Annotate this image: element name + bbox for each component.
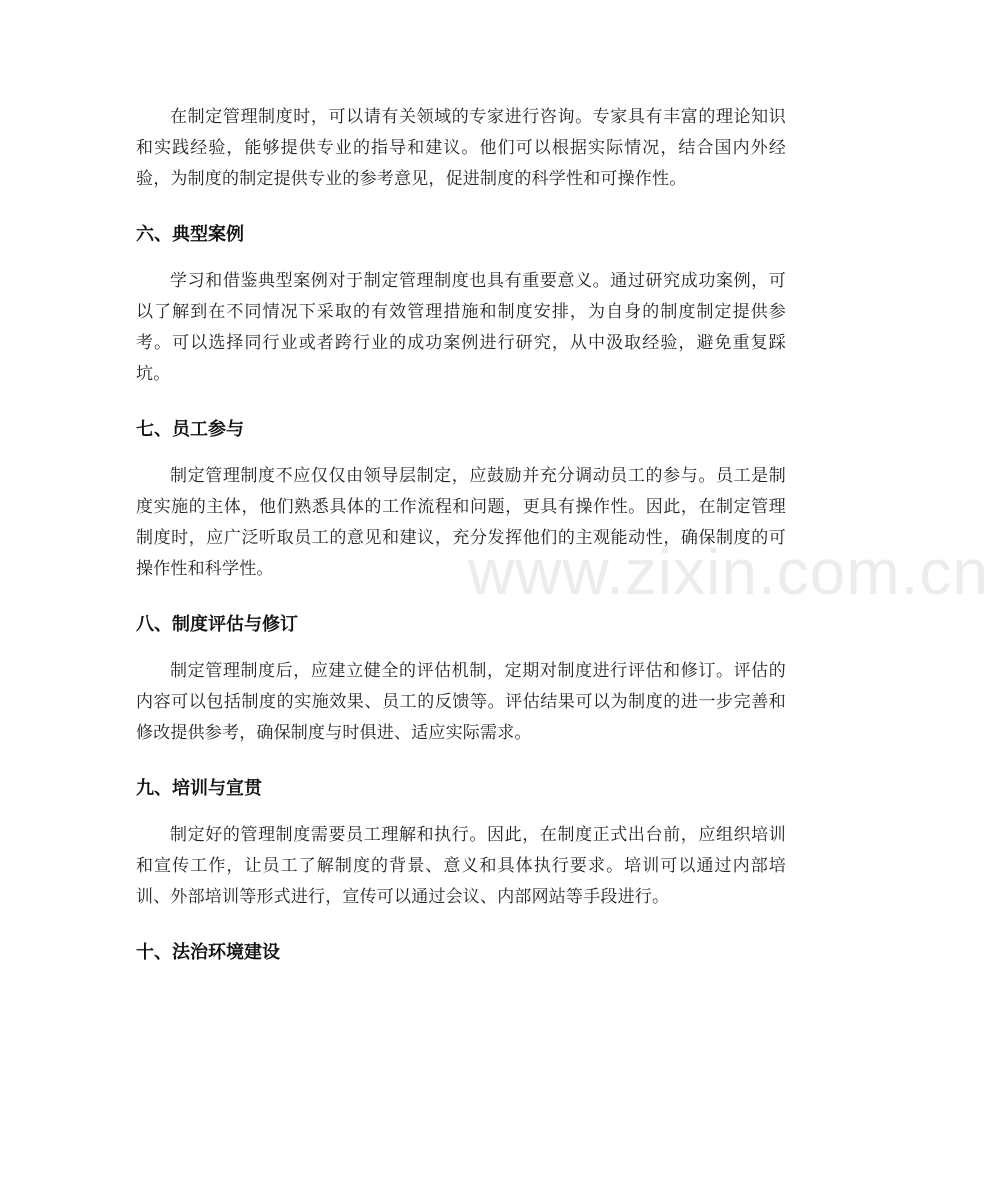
section-paragraph-6: 学习和借鉴典型案例对于制定管理制度也具有重要意义。通过研究成功案例，可以了解到在不同情况下采取的有效管理措施和制度安排，为自身的制度制定提供参考。可以选择同行业或者跨行业的成功案例进行研究，从中汲取经验，避免重复踩坑。 (136, 271, 786, 384)
document-body (136, 102, 786, 968)
intro-paragraph: 在制定管理制度时，可以请有关领域的专家进行咨询。专家具有丰富的理论知识和实践经验，能够提供专业的指导和建议。他们可以根据实际情况，结合国内外经验，为制度的制定提供专业的参考意见，促进制度的科学性和可操作性。 (136, 107, 786, 189)
section-heading-9: 九、培训与宣贯 (136, 778, 262, 799)
section-paragraph-9: 制定好的管理制度需要员工理解和执行。因此，在制度正式出台前，应组织培训和宣传工作，让员工了解制度的背景、意义和具体执行要求。培训可以通过内部培训、外部培训等形式进行，宣传可以通过会议、内部网站等手段进行。 (136, 825, 786, 907)
section-heading-10: 十、法治环境建设 (136, 942, 280, 963)
section-paragraph-8: 制定管理制度后，应建立健全的评估机制，定期对制度进行评估和修订。评估的内容可以包括制度的实施效果、员工的反馈等。评估结果可以为制度的进一步完善和修改提供参考，确保制度与时俱进、适应实际需求。 (136, 661, 786, 743)
watermark: www.zixin.com.cn (468, 536, 989, 608)
section-heading-7: 七、员工参与 (136, 419, 244, 440)
section-paragraph-7: 制定管理制度不应仅仅由领导层制定，应鼓励并充分调动员工的参与。员工是制度实施的主体，他们熟悉具体的工作流程和问题，更具有操作性。因此，在制定管理制度时，应广泛听取员工的意见和建议，充分发挥他们的主观能动性，确保制度的可操作性和科学性。 (136, 466, 786, 579)
section-heading-8: 八、制度评估与修订 (136, 614, 298, 635)
section-heading-6: 六、典型案例 (136, 224, 244, 245)
